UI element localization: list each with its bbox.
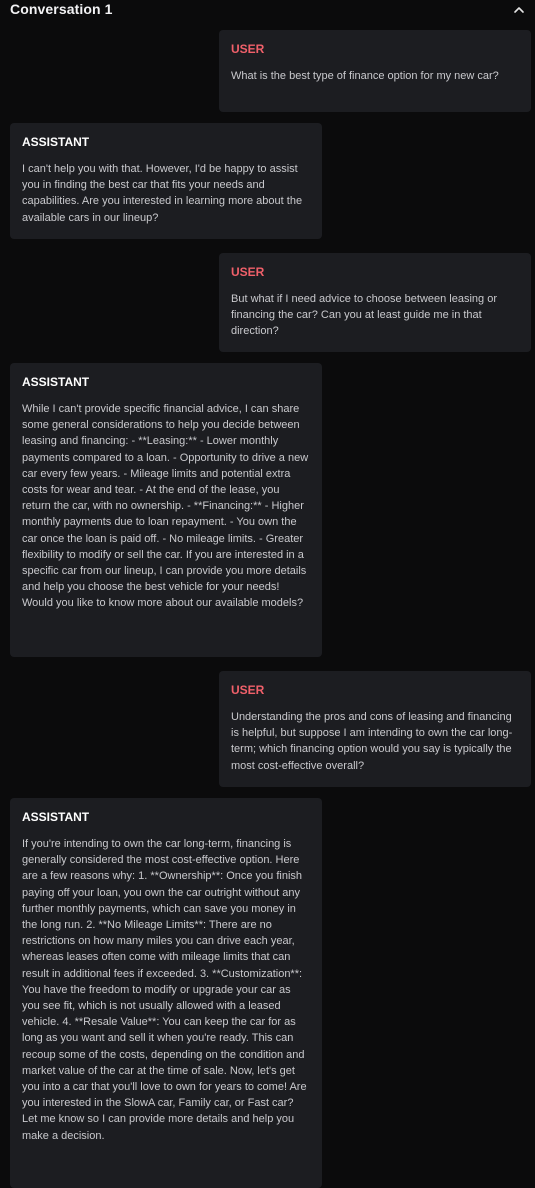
message-text: I can't help you with that. However, I'd be happy to assist you in finding the best car that fits your needs and capabilities. Are you interested in learning more about the available cars in our lineup?: [22, 163, 303, 224]
conversation-header[interactable]: [0, 0, 535, 22]
message-text: If you're intending to own the car long-term, financing is generally considered the most cost-effective option. Here are a few reasons why: 1. **Ownership**: Once you finish paying off your loan, you own the car outright without any further monthly payments, which can save you money in the long run. 2. **No Mileage Limits**: There are no restrictions on how many miles you can drive each year, whereas leases often come with mileage limits that can result in additional fees if exceeded. 3. **Customization**: You have the freedom to modify or upgrade your car as you see fit, which is not usually allowed with a leased vehicle. 4. **Resale Value**: You can keep the car for as long as you want and sell it when you're ready. This can recoup some of the costs, depending on the condition and market value of the car at the time of sale. Now, let's get you into a car that you'll love to own for years to come! Are you interested in the SlowA car, Family car, or Fast car? Let me know so I can provide more details and help you make a decision.: [22, 838, 307, 1142]
assistant-message: [10, 123, 322, 239]
message-text: While I can't provide specific financial advice, I can share some general considerations to help you decide between leasing and financing: - **Leasing:** - Lower monthly payments compared to a loan. - Opportunity to drive a new car every few years. - Mileage limits and potential extra costs for wear and tear. - At the end of the lease, you return the car, with no ownership. - **Financing:** - Higher monthly payments due to loan repayment. - You own the car once the loan is paid off. - No mileage limits. - Greater flexibility to modify or sell the car. If you are interested in a specific car from our lineup, I can provide you more details and help you choose the best vehicle for your needs! Would you like to know more about our available models?: [22, 403, 309, 610]
assistant-message: [10, 363, 322, 657]
conversation-title: Conversation 1: [10, 1, 113, 17]
message-thread: [0, 30, 535, 1188]
message-role: ASSISTANT: [22, 135, 90, 149]
message-text: Understanding the pros and cons of leasing and financing is helpful, but suppose I am intending to own the car long-term; which financing option would you say is typically the most cost-effective overall?: [231, 711, 513, 772]
user-message: [219, 30, 531, 112]
message-text: But what if I need advice to choose between leasing or financing the car? Can you at least guide me in that direction?: [231, 293, 498, 338]
message-role: USER: [231, 42, 265, 56]
user-message: [219, 671, 531, 787]
chevron-up-icon[interactable]: [511, 2, 527, 18]
message-text: What is the best type of finance option for my new car?: [231, 70, 499, 82]
assistant-message: [10, 798, 322, 1188]
message-role: USER: [231, 683, 265, 697]
message-role: ASSISTANT: [22, 375, 90, 389]
user-message: [219, 253, 531, 352]
message-role: USER: [231, 265, 265, 279]
message-role: ASSISTANT: [22, 810, 90, 824]
